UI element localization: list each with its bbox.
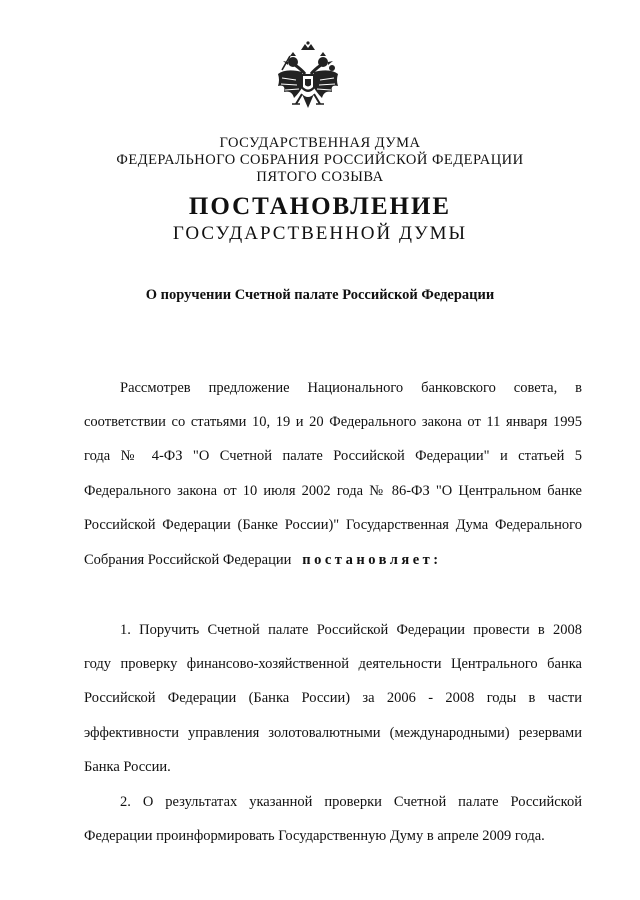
header-duma: ГОСУДАРСТВЕННАЯ ДУМА <box>219 135 421 151</box>
item2-line: 2. О результатах указанной проверки Счетной палате Российской <box>120 794 582 810</box>
document-type-title: ПОСТАНОВЛЕНИЕ <box>188 193 452 220</box>
resolves-word: постановляет: <box>302 552 442 568</box>
item1-line: 1. Поручить Счетной палате Российской Федерации провести в 2008 <box>120 622 582 638</box>
state-emblem-icon <box>272 40 344 126</box>
preamble-last-text: Собрания Российской Федерации <box>84 552 292 568</box>
preamble-line: года № 4-ФЗ "О Счетной палате Российской Федерации" и статьей 5 <box>84 448 582 464</box>
document-issuer: ГОСУДАРСТВЕННОЙ ДУМЫ <box>172 223 468 244</box>
item2-line: Федерации проинформировать Государственную Думу в апреле 2009 года. <box>84 828 545 844</box>
preamble-line: соответствии со статьями 10, 19 и 20 Федерального закона от 11 января 1995 <box>84 414 582 430</box>
item1-line: Российской Федерации (Банка России) за 2006 - 2008 годы в части <box>84 690 582 706</box>
header-convocation: ПЯТОГО СОЗЫВА <box>256 169 384 185</box>
item1-line: эффективности управления золотовалютными (международными) резервами <box>84 725 582 741</box>
item1-line: Банка России. <box>84 759 171 775</box>
document-subject: О поручении Счетной палате Российской Федерации <box>145 287 495 303</box>
preamble-line: Российской Федерации (Банке России)" Государственная Дума Федерального <box>84 517 582 533</box>
header-federal-assembly: ФЕДЕРАЛЬНОГО СОБРАНИЯ РОССИЙСКОЙ ФЕДЕРАЦИИ <box>116 152 524 168</box>
preamble-line: Рассмотрев предложение Национального банковского совета, в <box>120 380 582 396</box>
item1-line: году проверку финансово-хозяйственной деятельности Центрального банка <box>84 656 582 672</box>
preamble-last-line <box>84 551 582 569</box>
preamble-line: Федерального закона от 10 июля 2002 года № 86-ФЗ "О Центральном банке <box>84 483 582 499</box>
